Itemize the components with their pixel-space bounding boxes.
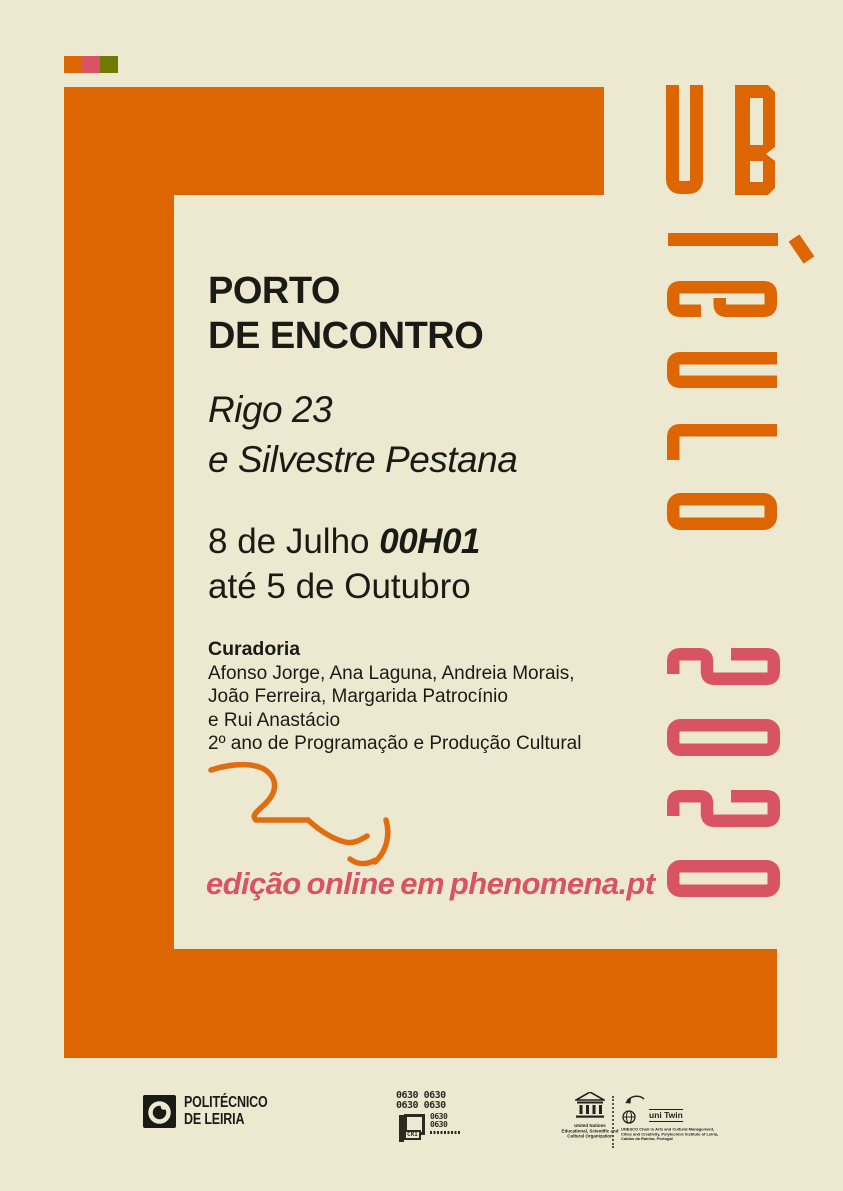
curators-line: João Ferreira, Margarida Patrocínio xyxy=(208,686,508,707)
lcd-col-row-1: 0630 xyxy=(430,1112,448,1121)
online-edition-note: edição online em phenomena.pt xyxy=(206,866,655,901)
date-line-1 xyxy=(208,519,480,564)
unesco-temple-icon xyxy=(575,1092,605,1118)
curators-block xyxy=(208,638,581,756)
unesco-caption-line: Educational, Scientific and xyxy=(561,1128,619,1134)
digit-2-rotated-icon xyxy=(667,648,780,685)
curators-heading: Curadoria xyxy=(208,638,301,660)
unesco-caption-line: United Nations xyxy=(574,1123,606,1129)
title-line-1: PORTO xyxy=(208,270,340,312)
frame-top-bar xyxy=(64,87,604,195)
letter-u-rotated-icon xyxy=(667,352,777,388)
politecnico-line-1: POLITÉCNICO xyxy=(184,1094,268,1111)
color-chip-pink xyxy=(82,56,100,73)
curators-line: e Rui Anastácio xyxy=(208,709,341,731)
unitwin-block xyxy=(621,1090,736,1156)
letter-c-rotated-icon xyxy=(667,281,777,317)
digit-0-rotated-icon xyxy=(667,719,780,756)
curators-line: 2º ano de Programação e Produção Cultural xyxy=(208,733,582,754)
lcd-badge: CRI xyxy=(404,1130,421,1140)
date-line-2: até 5 de Outubro xyxy=(208,567,471,606)
curators-line: Afonso Jorge, Ana Laguna, Andreia Morais, xyxy=(208,662,575,684)
unitwin-caption-line: Cities and Creativity, Polytechnic Institute of Leiria, xyxy=(621,1131,719,1137)
politecnico-line-2: DE LEIRIA xyxy=(184,1111,245,1128)
politecnico-eye-icon xyxy=(143,1095,176,1128)
artists xyxy=(208,385,517,485)
lcd-row-2: 0630 0630 xyxy=(396,1100,446,1111)
arrow-doodle-icon xyxy=(196,756,396,868)
lcd-dash-strip xyxy=(430,1131,460,1134)
artist-line-2: e Silvestre Pestana xyxy=(208,439,518,480)
unitwin-globe-icon xyxy=(621,1093,645,1125)
digit-0-rotated-icon xyxy=(667,860,780,897)
lcd-col-row-2: 0630 xyxy=(430,1120,448,1129)
frame-bottom-bar xyxy=(64,949,777,1058)
letter-o-rotated-icon xyxy=(667,493,777,530)
color-chip-olive xyxy=(100,56,118,73)
color-chip-orange xyxy=(64,56,82,73)
unesco-caption xyxy=(551,1123,629,1139)
title-line-2: DE ENCONTRO xyxy=(208,315,484,357)
politecnico-wordmark xyxy=(184,1094,268,1128)
event-dates xyxy=(208,519,480,609)
unitwin-caption xyxy=(621,1127,726,1141)
letter-i-acute-rotated-icon xyxy=(668,233,818,269)
date-time: 00H01 xyxy=(379,522,480,561)
unitwin-caption-line: UNESCO Chair in Arts and Cultural Management, xyxy=(621,1127,715,1132)
letter-l-rotated-icon xyxy=(667,424,777,460)
page-title xyxy=(208,269,483,359)
unitwin-caption-line: Caldas da Rainha, Portugal xyxy=(621,1136,673,1141)
lcd-digits-logo xyxy=(396,1090,460,1138)
unitwin-wordmark: uni Twin xyxy=(649,1110,683,1120)
unesco-logo xyxy=(551,1092,629,1152)
unesco-caption-line: Cultural Organization xyxy=(567,1133,613,1139)
frame-left-bar xyxy=(64,87,174,1058)
lcd-row-1: 0630 0630 xyxy=(396,1090,446,1101)
letter-b-icon xyxy=(735,85,775,195)
politecnico-leiria-logo xyxy=(143,1094,291,1128)
date-start: 8 de Julho xyxy=(208,522,380,561)
dotted-separator xyxy=(612,1096,614,1148)
artist-line-1: Rigo 23 xyxy=(208,389,333,430)
lcd-square-icon xyxy=(404,1114,425,1138)
digit-2-rotated-icon xyxy=(667,790,780,827)
letter-u-icon xyxy=(666,85,703,194)
